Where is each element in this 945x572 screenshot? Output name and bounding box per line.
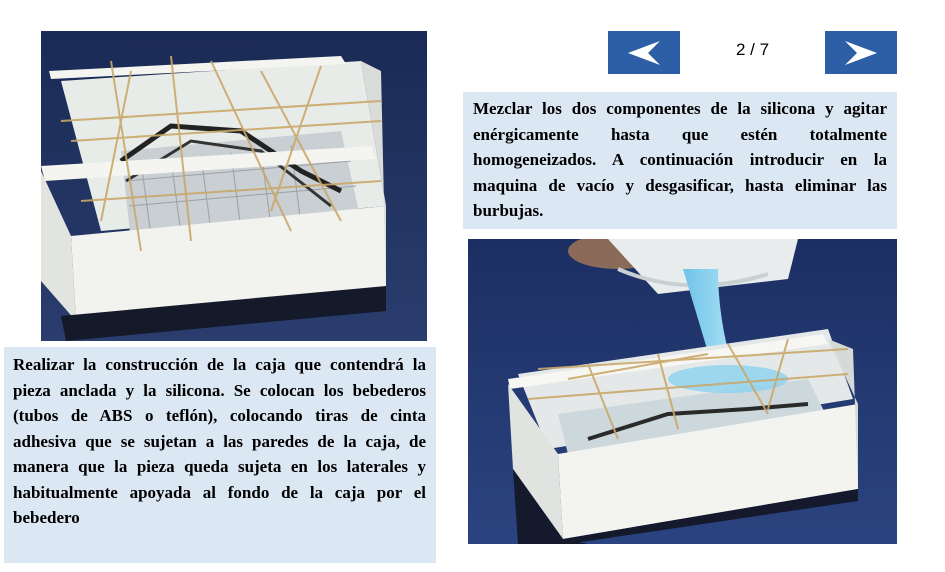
mold-box-photo xyxy=(41,31,427,341)
pouring-silicone-photo xyxy=(468,239,897,544)
arrow-right-icon xyxy=(843,40,879,66)
page-counter: 2 / 7 xyxy=(735,40,770,59)
caption-build-box: Realizar la construcción de la caja que contendrá la pieza anclada y la silicona. Se colocan los bebederos (tubos de ABS o teflón), colocando tiras de cinta adhesiva que se sujetan a las paredes de la caja, de manera que la pieza queda sujeta en los laterales y habitualmente apoyada al fondo de la caja por el bebedero xyxy=(4,347,436,563)
caption-mix-silicone: Mezclar los dos componentes de la silicona y agitar enérgicamente hasta que estén totalmente homogeneizados. A continuación introducir en la maquina de vacío y desgasificar, hasta eliminar las burbujas. xyxy=(463,92,897,229)
previous-button[interactable] xyxy=(608,31,680,74)
next-button[interactable] xyxy=(825,31,897,74)
arrow-left-icon xyxy=(626,40,662,66)
